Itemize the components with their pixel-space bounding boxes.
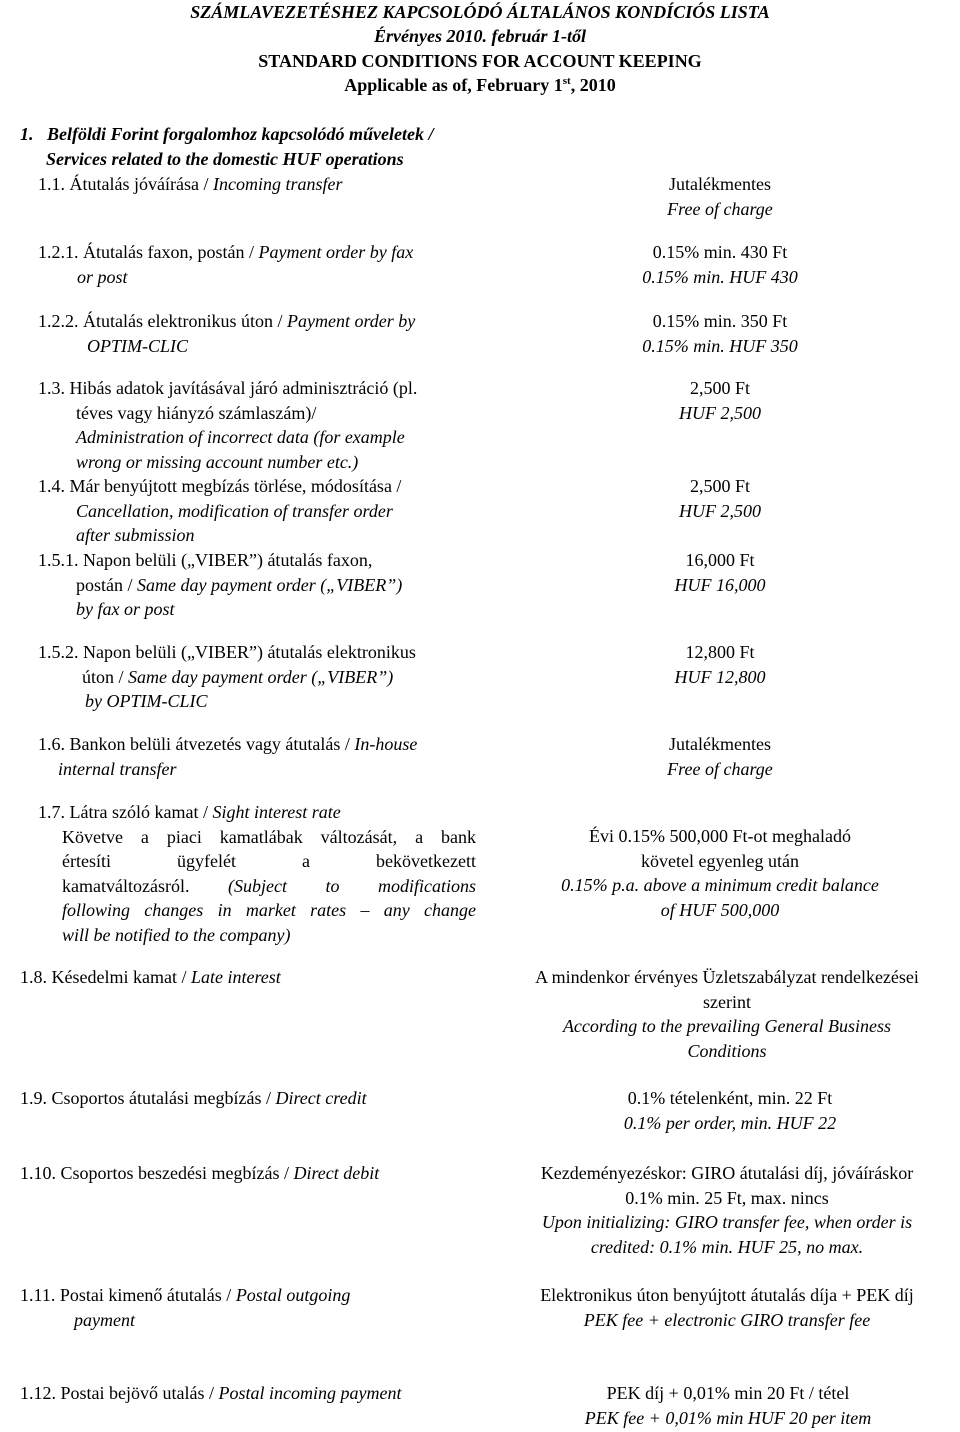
item-1-4-en-2: after submission <box>76 525 195 545</box>
item-1-12-fee <box>528 1381 928 1430</box>
item-1-12-label <box>20 1381 505 1406</box>
validity-hu: Érvényes 2010. február 1-től <box>374 26 586 46</box>
section-title-hu: Belföldi Forint forgalomhoz kapcsolódó műveletek / <box>47 124 434 144</box>
item-1-5-2-en: Same day payment order („VIBER”) <box>128 666 394 687</box>
item-1-7-desc-1: Követve a piaci kamatlábak változását, a bank <box>62 826 476 847</box>
item-1-7-rate-hu-1: Évi 0.15% 500,000 Ft-ot meghaladó <box>589 826 851 846</box>
item-1-1-fee-en: Free of charge <box>667 198 773 219</box>
item-1-10-hu: 1.10. Csoportos beszedési megbízás / <box>20 1163 294 1183</box>
document-title-en: STANDARD CONDITIONS FOR ACCOUNT KEEPING <box>258 51 702 71</box>
item-1-10-fee-hu-1: Kezdeményezéskor: GIRO átutalási díj, jóváíráskor <box>540 1163 914 1183</box>
item-1-12-hu: 1.12. Postai bejövő utalás / <box>20 1383 219 1403</box>
item-1-5-2-fee-en: HUF 12,800 <box>674 666 766 687</box>
item-1-2-2-hu: 1.2.2. Átutalás elektronikus úton / <box>38 311 287 331</box>
item-1-2-1-hu: 1.2.1. Átutalás faxon, postán / <box>38 242 259 262</box>
item-1-2-1-en-cont: or post <box>77 266 128 287</box>
validity-en-sup: st <box>562 75 571 87</box>
item-1-8-en: Late interest <box>190 967 281 987</box>
item-1-7-desc-4: following changes in market rates – any change <box>62 900 476 920</box>
item-1-3-label <box>38 376 523 474</box>
item-1-2-2-fee <box>585 309 855 358</box>
item-1-11-en-2: payment <box>74 1309 135 1330</box>
item-1-5-2-label <box>38 640 523 714</box>
item-1-2-1-fee-en: 0.15% min. HUF 430 <box>642 266 798 287</box>
item-1-8-rate-hu-2: szerint <box>703 991 751 1012</box>
item-1-11-hu: 1.11. Postai kimenő átutalás / <box>20 1285 236 1305</box>
item-1-5-2-hu-2: úton / <box>82 666 129 687</box>
item-1-1-hu: 1.1. Átutalás jóváírása / <box>38 174 213 194</box>
item-1-4-fee-hu: 2,500 Ft <box>689 476 750 496</box>
item-1-3-en-1: Administration of incorrect data (for example <box>76 427 405 447</box>
item-1-6-label <box>38 732 523 781</box>
item-1-7-hu: 1.7. Látra szóló kamat / <box>38 802 213 822</box>
item-1-11-label <box>20 1283 505 1332</box>
item-1-2-1-fee <box>585 240 855 289</box>
item-1-1-fee-hu: Jutalékmentes <box>669 174 771 194</box>
item-1-2-2-en: Payment order by <box>286 311 416 331</box>
item-1-4-label <box>38 474 523 548</box>
item-1-2-1-label <box>38 240 523 289</box>
item-1-6-hu: 1.6. Bankon belüli átvezetés vagy átutalás / <box>38 734 355 754</box>
item-1-9-fee-hu: 0.1% tételenként, min. 22 Ft <box>627 1088 833 1108</box>
item-1-11-fee-hu: Elektronikus úton benyújtott átutalás díja + PEK díj <box>540 1285 914 1305</box>
item-1-8-label <box>20 965 505 990</box>
item-1-8-rate-en-2: Conditions <box>687 1040 767 1061</box>
item-1-5-1-en: Same day payment order („VIBER”) <box>137 574 403 595</box>
item-1-5-2-en-2: by OPTIM-CLIC <box>85 691 208 711</box>
item-1-3-en-2: wrong or missing account number etc.) <box>76 451 359 472</box>
item-1-5-1-fee-hu: 16,000 Ft <box>685 550 755 570</box>
item-1-1-label <box>38 172 523 197</box>
item-1-2-2-fee-en: 0.15% min. HUF 350 <box>642 335 798 356</box>
item-1-9-fee <box>560 1086 900 1135</box>
item-1-2-2-label <box>38 309 523 358</box>
item-1-12-fee-en: PEK fee + 0,01% min HUF 20 per item <box>584 1407 872 1428</box>
item-1-9-fee-en: 0.1% per order, min. HUF 22 <box>623 1112 837 1133</box>
section-heading <box>20 122 434 171</box>
validity-en-text: Applicable as of, February 1 <box>344 75 563 95</box>
item-1-4-en-1: Cancellation, modification of transfer order <box>76 500 393 521</box>
item-1-2-1-en: Payment order by fax <box>258 242 414 262</box>
item-1-6-fee <box>585 732 855 781</box>
item-1-6-en: In-house <box>354 734 418 754</box>
item-1-4-hu: 1.4. Már benyújtott megbízás törlése, módosítása / <box>38 476 402 496</box>
item-1-10-fee-en-2: credited: 0.1% min. HUF 25, no max. <box>590 1236 864 1257</box>
item-1-7-rate-en-2: of HUF 500,000 <box>660 899 780 920</box>
item-1-5-2-fee <box>585 640 855 689</box>
item-1-12-en: Postal incoming payment <box>218 1383 402 1403</box>
item-1-11-fee-en: PEK fee + electronic GIRO transfer fee <box>583 1309 871 1330</box>
item-1-7-desc-2: értesíti ügyfelét a bekövetkezett <box>62 851 476 871</box>
section-title-en: Services related to the domestic HUF operations <box>46 148 404 169</box>
item-1-5-1-hu: 1.5.1. Napon belüli („VIBER”) átutalás faxon, <box>38 550 373 570</box>
item-1-3-fee-hu: 2,500 Ft <box>689 378 750 398</box>
item-1-6-en-2: internal transfer <box>58 758 177 779</box>
item-1-9-label <box>20 1086 505 1111</box>
item-1-7-desc-5: will be notified to the company) <box>62 924 291 945</box>
item-1-7-rate-hu-2: követel egyenleg után <box>641 850 799 871</box>
item-1-2-1-fee-hu: 0.15% min. 430 Ft <box>652 242 788 262</box>
item-1-10-fee-hu-2: 0.1% min. 25 Ft, max. nincs <box>625 1187 829 1208</box>
item-1-5-2-hu: 1.5.2. Napon belüli („VIBER”) átutalás elektronikus <box>38 642 416 662</box>
item-1-4-fee <box>585 474 855 523</box>
item-1-9-en: Direct credit <box>275 1088 367 1108</box>
item-1-7-en: Sight interest rate <box>212 802 341 822</box>
item-1-7-rate <box>540 824 900 922</box>
document-title-hu: SZÁMLAVEZETÉSHEZ KAPCSOLÓDÓ ÁLTALÁNOS KONDÍCIÓS LISTA <box>190 2 770 22</box>
item-1-4-fee-en: HUF 2,500 <box>679 500 761 521</box>
validity-en-year: , 2010 <box>570 75 616 95</box>
item-1-2-2-en-cont: OPTIM-CLIC <box>87 335 189 356</box>
validity-en <box>0 73 960 98</box>
item-1-5-1-fee-en: HUF 16,000 <box>674 574 766 595</box>
item-1-8-hu: 1.8. Késedelmi kamat / <box>20 967 191 987</box>
item-1-3-fee-en: HUF 2,500 <box>679 402 761 423</box>
item-1-6-fee-en: Free of charge <box>667 758 773 779</box>
item-1-10-label <box>20 1161 505 1186</box>
item-1-1-fee <box>585 172 855 221</box>
item-1-3-hu-1: 1.3. Hibás adatok javításával járó adminisztráció (pl. <box>38 378 418 398</box>
item-1-10-en: Direct debit <box>293 1163 380 1183</box>
item-1-10-fee-en-1: Upon initializing: GIRO transfer fee, when order is <box>541 1212 913 1232</box>
item-1-1-en: Incoming transfer <box>212 174 343 194</box>
section-number: 1. <box>20 124 34 144</box>
item-1-10-fee <box>492 1161 960 1259</box>
item-1-3-hu-2: téves vagy hiányzó számlaszám)/ <box>76 402 317 423</box>
item-1-7-desc-3: kamatváltozásról. <box>62 875 228 896</box>
item-1-8-rate <box>492 965 960 1063</box>
item-1-6-fee-hu: Jutalékmentes <box>669 734 771 754</box>
item-1-5-1-label <box>38 548 523 622</box>
item-1-8-rate-hu-1: A mindenkor érvényes Üzletszabályzat rendelkezései <box>535 967 919 987</box>
item-1-3-fee <box>585 376 855 425</box>
item-1-7-desc-3-en: (Subject to modifications <box>227 875 476 896</box>
item-1-12-fee-hu: PEK díj + 0,01% min 20 Ft / tétel <box>606 1383 850 1403</box>
item-1-11-en: Postal outgoing <box>235 1285 351 1305</box>
item-1-5-2-fee-hu: 12,800 Ft <box>685 642 755 662</box>
item-1-5-1-fee <box>585 548 855 597</box>
item-1-9-hu: 1.9. Csoportos átutalási megbízás / <box>20 1088 276 1108</box>
item-1-7-rate-en-1: 0.15% p.a. above a minimum credit balance <box>561 875 879 895</box>
item-1-11-fee <box>492 1283 960 1332</box>
item-1-8-rate-en-1: According to the prevailing General Business <box>562 1016 892 1036</box>
item-1-5-1-en-2: by fax or post <box>76 599 175 619</box>
item-1-7-label <box>38 800 476 947</box>
item-1-5-1-hu-2: postán / <box>76 574 137 595</box>
item-1-2-2-fee-hu: 0.15% min. 350 Ft <box>652 311 788 331</box>
